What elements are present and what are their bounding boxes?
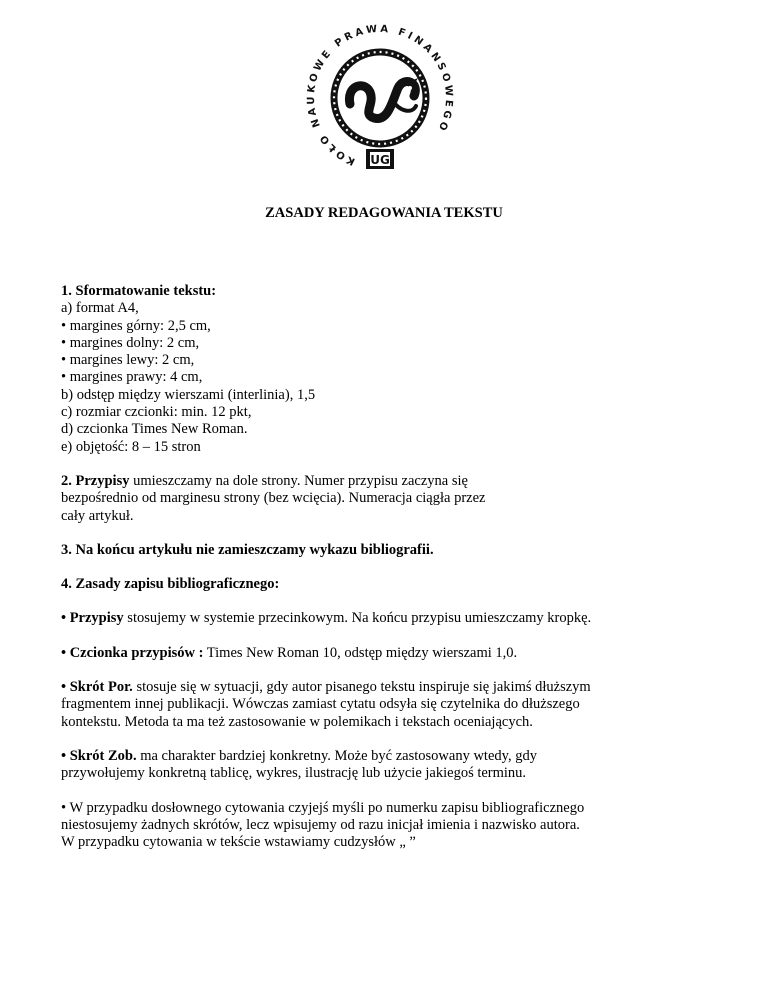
rule-text: kontekstu. Metoda ta ma też zastosowanie w polemikach i tekstach oceniających. xyxy=(61,713,533,730)
section-heading: 2. Przypisy xyxy=(61,472,130,489)
section-formatting xyxy=(61,283,721,456)
rule-text: stosujemy w systemie przecinkowym. Na końcu przypisu umieszczamy kropkę. xyxy=(123,610,592,627)
rule-abbrev-por xyxy=(61,679,721,731)
rule-label: • Przypisy xyxy=(61,610,124,627)
document-body xyxy=(61,283,721,868)
rule-text: W przypadku cytowania w tekście wstawiamy cudzysłów „ ” xyxy=(61,834,416,851)
section-no-bibliography: 3. Na końcu artykułu nie zamieszczamy wykazu bibliografii. xyxy=(61,541,434,558)
format-line: e) objętość: 8 – 15 stron xyxy=(61,438,201,455)
format-line: • margines dolny: 2 cm, xyxy=(61,334,200,351)
format-line: b) odstęp między wierszami (interlinia), 1,5 xyxy=(61,386,316,403)
rule-text: ma charakter bardziej konkretny. Może być zastosowany wtedy, gdy xyxy=(136,747,537,764)
format-line: c) rozmiar czcionki: min. 12 pkt, xyxy=(61,404,252,421)
rule-text: • W przypadku dosłownego cytowania czyjejś myśli po numerku zapisu bibliograficznego xyxy=(61,799,585,816)
format-line: d) czcionka Times New Roman. xyxy=(61,421,248,438)
rule-quotation xyxy=(61,800,721,852)
paragraph-line: bezpośrednio od marginesu strony (bez wcięcia). Numeracja ciągła przez xyxy=(61,490,486,507)
format-line: a) format A4, xyxy=(61,300,139,317)
format-line: • margines górny: 2,5 cm, xyxy=(61,317,211,334)
section-bibliographic-rules: 4. Zasady zapisu bibliograficznego: xyxy=(61,576,280,593)
paragraph-line: umieszczamy na dole strony. Numer przypisu zaczyna się xyxy=(129,472,468,489)
rule-text: niestosujemy żadnych skrótów, lecz wpisujemy od razu inicjał imienia i nazwisko autora. xyxy=(61,816,580,833)
rule-label: • Skrót Zob. xyxy=(61,747,137,764)
svg-text:UG: UG xyxy=(370,153,390,167)
rule-text: fragmentem innej publikacji. Wówczas zamiast cytatu odsyła się czytelnika do dłuższego xyxy=(61,696,580,713)
section-footnotes xyxy=(61,473,721,525)
rule-footnotes xyxy=(61,610,721,627)
rule-text: stosuje się w sytuacji, gdy autor pisanego tekstu inspiruje się jakimś dłuższym xyxy=(132,679,591,696)
format-line: • margines prawy: 4 cm, xyxy=(61,369,203,386)
rule-text: przywołujemy konkretną tablicę, wykres, ilustrację lub użycie jakiegoś terminu. xyxy=(61,765,527,782)
section-heading: 1. Sformatowanie tekstu: xyxy=(61,283,217,299)
svg-text:KOŁO NAUKOWE PRAWA FINANSOWEGO: KOŁO NAUKOWE PRAWA FINANSOWEGO xyxy=(305,23,455,167)
format-line: • margines lewy: 2 cm, xyxy=(61,352,195,369)
page-title: ZASADY REDAGOWANIA TEKSTU xyxy=(265,205,503,221)
dragon-emblem-icon xyxy=(300,22,460,174)
rule-text: Times New Roman 10, odstęp między wierszami 1,0. xyxy=(203,644,518,661)
rule-footnote-font xyxy=(61,645,721,662)
rule-label: • Skrót Por. xyxy=(61,679,133,696)
paragraph-line: cały artykuł. xyxy=(61,507,134,524)
rule-label: • Czcionka przypisów : xyxy=(61,644,204,661)
rule-abbrev-zob xyxy=(61,748,721,783)
